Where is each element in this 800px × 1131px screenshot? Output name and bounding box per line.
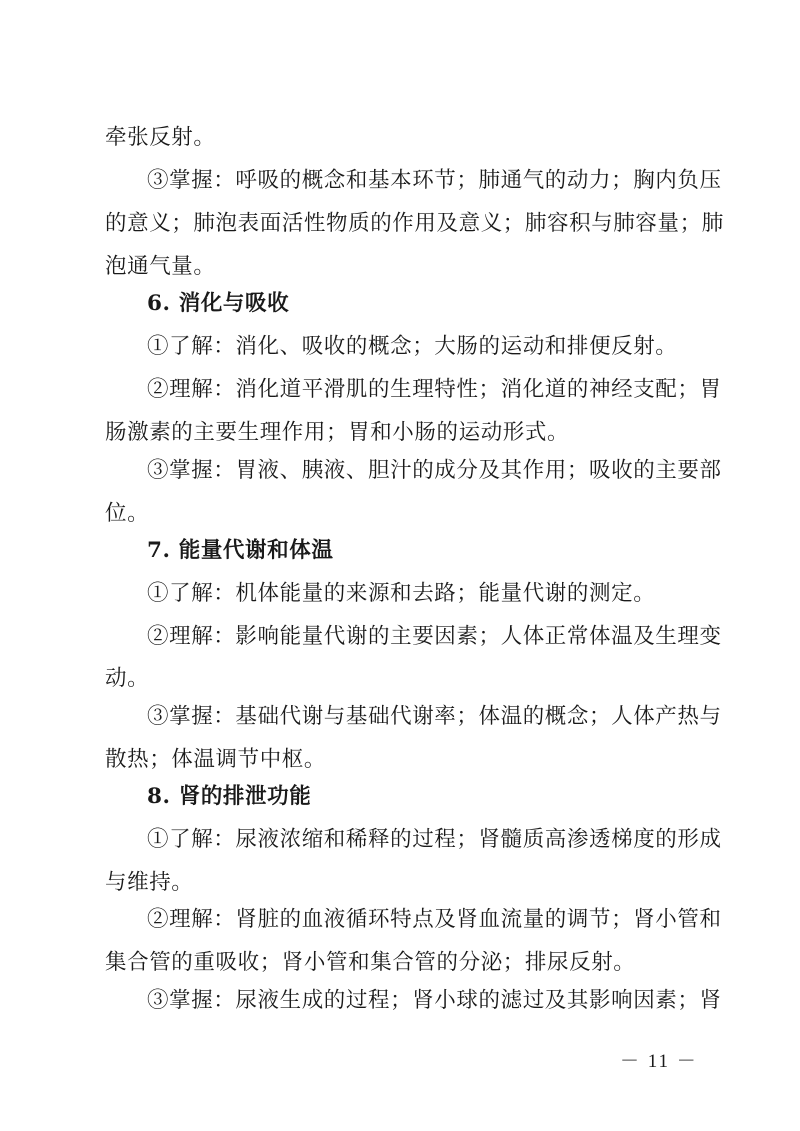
paragraph-line: 动。: [105, 666, 150, 691]
paragraph-line: 位。: [105, 501, 150, 526]
paragraph-line: ②理解：消化道平滑肌的生理特性；消化道的神经支配；胃: [147, 377, 722, 402]
paragraph-line: 牵张反射。: [105, 125, 216, 150]
paragraph-line: ①了解：消化、吸收的概念；大肠的运动和排便反射。: [147, 334, 678, 359]
paragraph-line: ②理解：影响能量代谢的主要因素；人体正常体温及生理变: [147, 624, 722, 649]
paragraph-line: ①了解：机体能量的来源和去路；能量代谢的测定。: [147, 581, 656, 606]
paragraph-line: ①了解：尿液浓缩和稀释的过程；肾髓质高渗透梯度的形成: [147, 827, 722, 852]
paragraph-line: 散热；体温调节中枢。: [105, 747, 327, 772]
paragraph-line: ③掌握：胃液、胰液、胆汁的成分及其作用；吸收的主要部: [147, 458, 722, 483]
section-heading: 8. 肾的排泄功能: [147, 784, 312, 809]
paragraph-line: 的意义；肺泡表面活性物质的作用及意义；肺容积与肺容量；肺: [105, 211, 724, 236]
paragraph-line: ②理解：肾脏的血液循环特点及肾血流量的调节；肾小管和: [147, 907, 722, 932]
paragraph-line: ③掌握：呼吸的概念和基本环节；肺通气的动力；胸内负压: [147, 168, 722, 193]
paragraph-line: 集合管的重吸收；肾小管和集合管的分泌；排尿反射。: [105, 950, 636, 975]
page-number: － 11 －: [620, 1051, 698, 1072]
paragraph-line: 泡通气量。: [105, 254, 216, 279]
paragraph-line: 肠激素的主要生理作用；胃和小肠的运动形式。: [105, 420, 570, 445]
paragraph-line: 与维持。: [105, 870, 194, 895]
paragraph-line: ③掌握：尿液生成的过程；肾小球的滤过及其影响因素；肾: [147, 988, 722, 1013]
section-heading: 6. 消化与吸收: [147, 291, 290, 316]
section-heading: 7. 能量代谢和体温: [147, 538, 334, 563]
paragraph-line: ③掌握：基础代谢与基础代谢率；体温的概念；人体产热与: [147, 704, 722, 729]
